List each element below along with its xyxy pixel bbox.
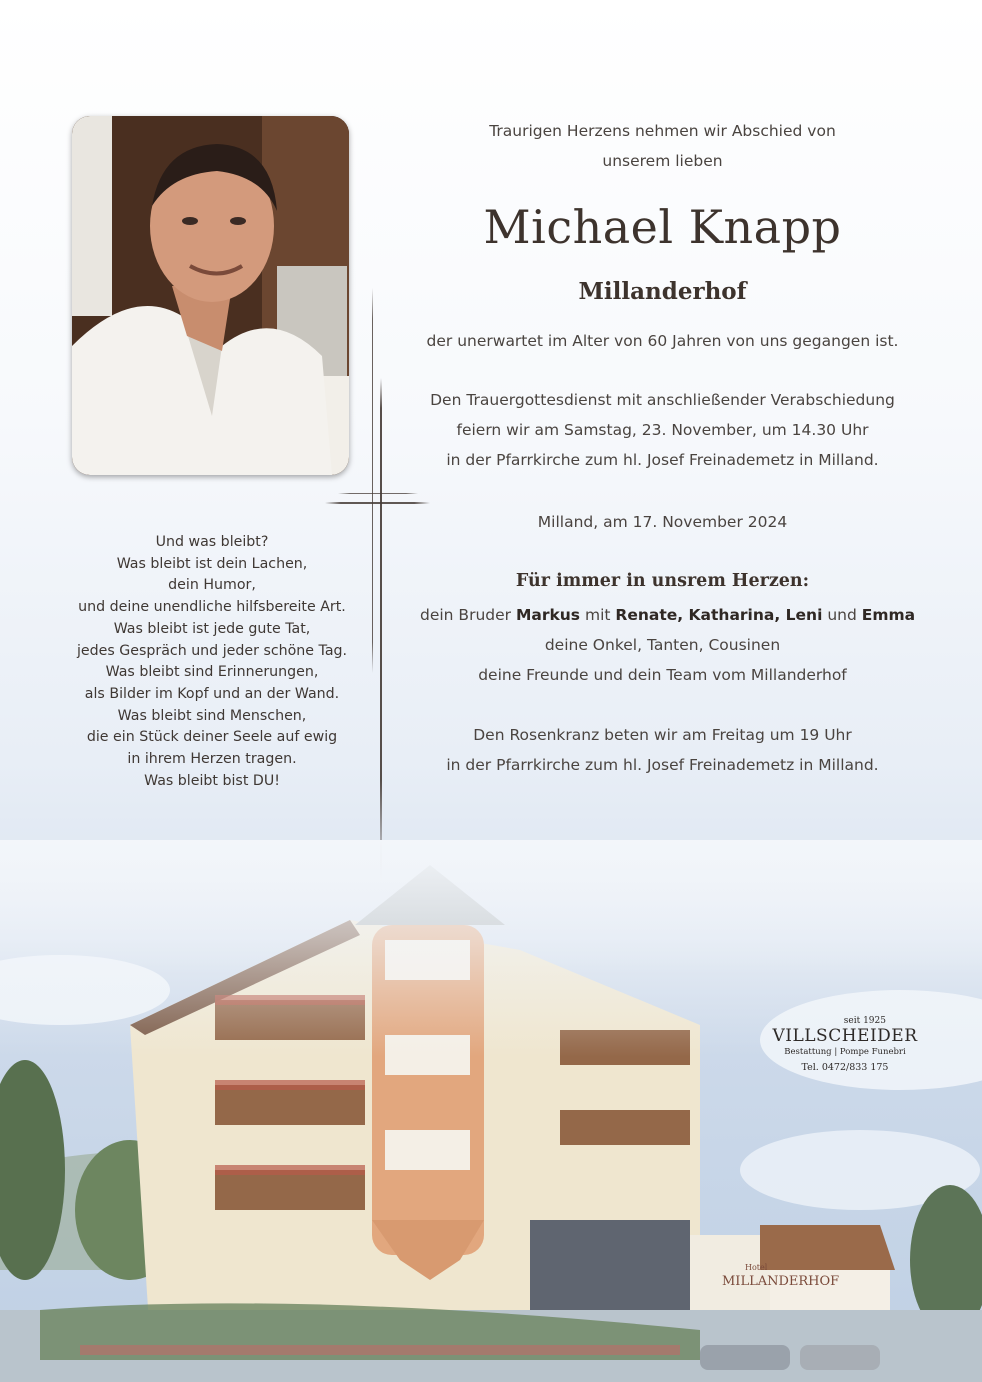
poem-line: Was bleibt ist jede gute Tat, [113, 620, 311, 637]
intro-text [420, 116, 905, 176]
intro-line: unserem lieben [602, 152, 723, 170]
rosary-line: in der Pfarrkirche zum hl. Josef Freinademetz in Milland. [446, 756, 879, 774]
poem-line: Was bleibt sind Erinnerungen, [105, 664, 319, 681]
logo-tel: Tel. 0472/833 175 [801, 1062, 889, 1073]
age-line: der unerwartet im Alter von 60 Jahren von uns gegangen ist. [426, 332, 899, 350]
brother-prefix: dein Bruder [420, 606, 516, 624]
poem-line: Was bleibt ist dein Lachen, [116, 555, 308, 572]
cross-icon [325, 502, 430, 504]
poem-line: jedes Gespräch und jeder schöne Tag. [76, 642, 348, 659]
date-place-line: Milland, am 17. November 2024 [537, 513, 788, 531]
service-text [420, 385, 905, 475]
and-word: und [822, 606, 862, 624]
age-text [420, 326, 905, 356]
last-name: Emma [861, 606, 916, 624]
rosary-text [420, 720, 905, 780]
poem [62, 532, 362, 792]
deceased-nickname: Millanderhof [578, 278, 747, 305]
poem-line: Und was bleibt? [155, 534, 269, 550]
poem-line: in ihrem Herzen tragen. [127, 751, 297, 768]
hotel-illustration [0, 840, 982, 1382]
logo-brand: VILLSCHEIDER [772, 1026, 918, 1046]
mourners-line-brother [420, 600, 916, 630]
rosary-line: Den Rosenkranz beten wir am Freitag um 19 Uhr [473, 726, 852, 744]
logo-sub: Bestattung | Pompe Funebri [784, 1047, 906, 1057]
brother-name: Markus [515, 606, 581, 624]
mourners-line: deine Freunde und dein Team vom Millanderhof [478, 666, 847, 684]
cross-icon [380, 378, 382, 880]
service-line: feiern wir am Samstag, 23. November, um 14.30 Uhr [456, 421, 869, 439]
logo-since: seit 1925 [843, 1016, 886, 1026]
service-line: Den Trauergottesdienst mit anschließender Verabschiedung [430, 391, 895, 409]
cross-icon [372, 288, 373, 673]
poem-line: die ein Stück deiner Seele auf ewig [86, 729, 338, 746]
poem-line: dein Humor, [168, 577, 256, 594]
portrait-photo [72, 116, 349, 475]
with-word: mit [580, 606, 616, 624]
poem-line: und deine unendliche hilfsbereite Art. [78, 599, 346, 616]
forever-heading: Für immer in unsrem Herzen: [515, 571, 810, 591]
hotel-sign-name: MILLANDERHOF [722, 1274, 840, 1289]
poem-line: als Bilder im Kopf und an der Wand. [84, 685, 340, 702]
funeral-home-logo [770, 1016, 920, 1077]
poem-line: Was bleibt bist DU! [144, 772, 280, 789]
service-line: in der Pfarrkirche zum hl. Josef Freinademetz in Milland. [446, 451, 879, 469]
cross-icon [338, 493, 418, 494]
mourners-line: deine Onkel, Tanten, Cousinen [544, 636, 781, 654]
hotel-sign-small: Hotel [745, 1263, 768, 1272]
deceased-name: Michael Knapp [483, 200, 842, 254]
intro-line: Traurigen Herzens nehmen wir Abschied von [489, 122, 836, 140]
poem-line: Was bleibt sind Menschen, [117, 707, 307, 724]
date-place [420, 507, 905, 537]
family-names: Renate, Katharina, Leni [615, 606, 823, 624]
mourners-list [420, 600, 916, 690]
